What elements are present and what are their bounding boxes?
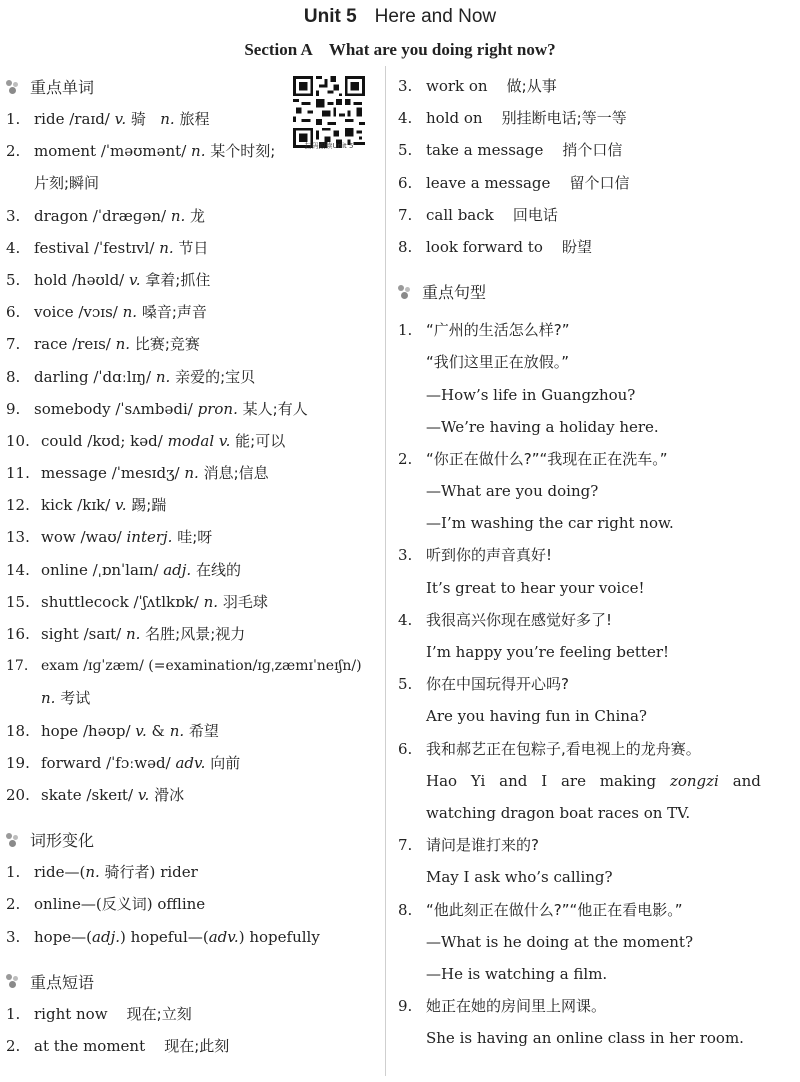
- vocab-item: 16. sight /saɪt/ n. 名胜;风景;视力: [6, 625, 246, 643]
- sentence-en: May I ask who’s calling?: [426, 868, 613, 887]
- unit-number: Unit 5: [303, 6, 357, 27]
- sentence-en: It’s great to hear your voice!: [426, 578, 645, 597]
- vocab-item: 19. forward /ˈfɔːwəd/ adv. 向前: [6, 753, 241, 772]
- sentence-en: watching dragon boat races on TV.: [426, 803, 691, 822]
- phrase-item: 4. hold on 别挂断电话;等一等: [398, 109, 627, 128]
- phrase-item: 3. work on 做;从事: [398, 77, 557, 95]
- vocab-item: 15. shuttlecock /ˈʃʌtlkɒk/ n. 羽毛球: [6, 592, 268, 611]
- form-item: 1. ride—(n. 骑行者) rider: [6, 863, 198, 882]
- vocab-item: 10. could /kʊd; kəd/ modal v. 能;可以: [6, 431, 286, 450]
- section-title: [0, 40, 800, 60]
- sentence-en: Hao Yi and I are making zongzi and: [426, 771, 761, 790]
- bullet-dots-icon: [398, 285, 412, 299]
- sentence-en: —He is watching a film.: [426, 964, 608, 983]
- forms-heading: [6, 823, 378, 856]
- forms-heading-text: 词形变化: [30, 831, 95, 851]
- bullet-dots-icon: [6, 833, 20, 847]
- sentence-item: 7. 请问是谁打来的?: [398, 836, 539, 855]
- phrase-item: 2. at the moment 现在;此刻: [6, 1036, 230, 1055]
- vocab-item: 1. ride /raɪd/ v. 骑 n. 旅程: [6, 110, 210, 128]
- vocab-item: 7. race /reɪs/ n. 比赛;竞赛: [6, 335, 200, 354]
- sentence-en: —What are you doing?: [426, 482, 599, 501]
- sentence-en: —What is he doing at the moment?: [426, 932, 694, 951]
- sentence-item: 3. 听到你的声音真好!: [398, 546, 553, 565]
- section-heading: What are you doing right now?: [328, 40, 556, 59]
- vocab-item: 12. kick /kɪk/ v. 踢;踹: [6, 496, 167, 515]
- form-item: 3. hope—(adj.) hopeful—(adv.) hopefully: [6, 927, 320, 946]
- sentence-item: 9. 她正在她的房间里上网课。: [398, 997, 607, 1016]
- vocab-item: 11. message /ˈmesɪdʒ/ n. 消息;信息: [6, 464, 269, 483]
- phrase-item: 7. call back 回电话: [398, 205, 558, 224]
- sentence-en: —How’s life in Guangzhou?: [426, 385, 636, 404]
- sentence-en: I’m happy you’re feeling better!: [426, 643, 670, 661]
- sentence-item: 1. “广州的生活怎么样?”: [398, 321, 570, 340]
- column-divider: [385, 66, 386, 1076]
- sentences-heading: [398, 275, 794, 308]
- sentence-item: 8. “他此刻正在做什么?”“他正在看电影。”: [398, 900, 683, 919]
- sentence-item: 5. 你在中国玩得开心吗?: [398, 675, 569, 694]
- vocab-item-continuation: 片刻;瞬间: [34, 174, 100, 193]
- vocab-heading: [6, 70, 378, 103]
- sentence-item: 2. “你正在做什么?”“我现在正在洗车。”: [398, 449, 668, 468]
- unit-name: Here and Now: [374, 6, 497, 27]
- phrases-heading: [6, 965, 378, 998]
- vocab-item: 18. hope /həʊp/ v. & n. 希望: [6, 721, 219, 740]
- vocab-item-continuation: n. 考试: [41, 689, 91, 708]
- vocab-item: 4. festival /ˈfestɪvl/ n. 节日: [6, 238, 209, 257]
- form-item: 2. online—(反义词) offline: [6, 895, 206, 914]
- vocab-item: 3. dragon /ˈdræɡən/ n. 龙: [6, 206, 206, 225]
- section-label: Section A: [244, 40, 313, 59]
- vocab-item: 14. online /ˌɒnˈlaɪn/ adj. 在线的: [6, 560, 241, 579]
- unit-title: [0, 6, 800, 28]
- vocab-item: 2. moment /ˈməʊmənt/ n. 某个时刻;: [6, 142, 276, 161]
- sentence-item: 6. 我和郝艺正在包粽子,看电视上的龙舟赛。: [398, 739, 701, 758]
- sentences-heading-text: 重点句型: [422, 283, 487, 303]
- vocab-item: 17. exam /ɪɡˈzæm/ (=examination/ɪɡˌzæmɪˈneɪʃn/): [6, 658, 362, 675]
- vocab-item: 8. darling /ˈdɑːlɪŋ/ n. 亲爱的;宝贝: [6, 367, 256, 386]
- sentence-item: 4. 我很高兴你现在感觉好多了!: [398, 610, 613, 629]
- sentence-en: —I’m washing the car right now.: [426, 514, 674, 533]
- phrases-heading-text: 重点短语: [30, 972, 95, 992]
- sentence-en: Are you having fun in China?: [426, 707, 647, 726]
- vocab-item: 20. skate /skeɪt/ v. 滑冰: [6, 785, 185, 804]
- bullet-dots-icon: [6, 974, 20, 988]
- vocab-item: 13. wow /waʊ/ interj. 哇;呀: [6, 528, 213, 547]
- left-column: [6, 70, 378, 1062]
- sentence-zh: “我们这里正在放假。”: [426, 353, 570, 372]
- vocab-item: 6. voice /vɔɪs/ n. 嗓音;声音: [6, 303, 207, 322]
- qr-caption: 扫码跟读Unit 5: [304, 142, 354, 150]
- vocab-heading-text: 重点单词: [30, 78, 95, 97]
- sentence-en: —We’re having a holiday here.: [426, 417, 659, 436]
- phrase-item: 8. look forward to 盼望: [398, 237, 592, 256]
- bullet-dots-icon: [6, 80, 20, 94]
- phrase-item: 1. right now 现在;立刻: [6, 1004, 192, 1023]
- phrase-item: 5. take a message 捎个口信: [398, 141, 623, 160]
- right-column: [398, 70, 794, 1054]
- phrase-item: 6. leave a message 留个口信: [398, 173, 630, 192]
- sentence-en: She is having an online class in her room.: [426, 1029, 744, 1048]
- vocab-item: 5. hold /həʊld/ v. 拿着;抓住: [6, 270, 211, 289]
- vocab-item: 9. somebody /ˈsʌmbədi/ pron. 某人;有人: [6, 399, 308, 418]
